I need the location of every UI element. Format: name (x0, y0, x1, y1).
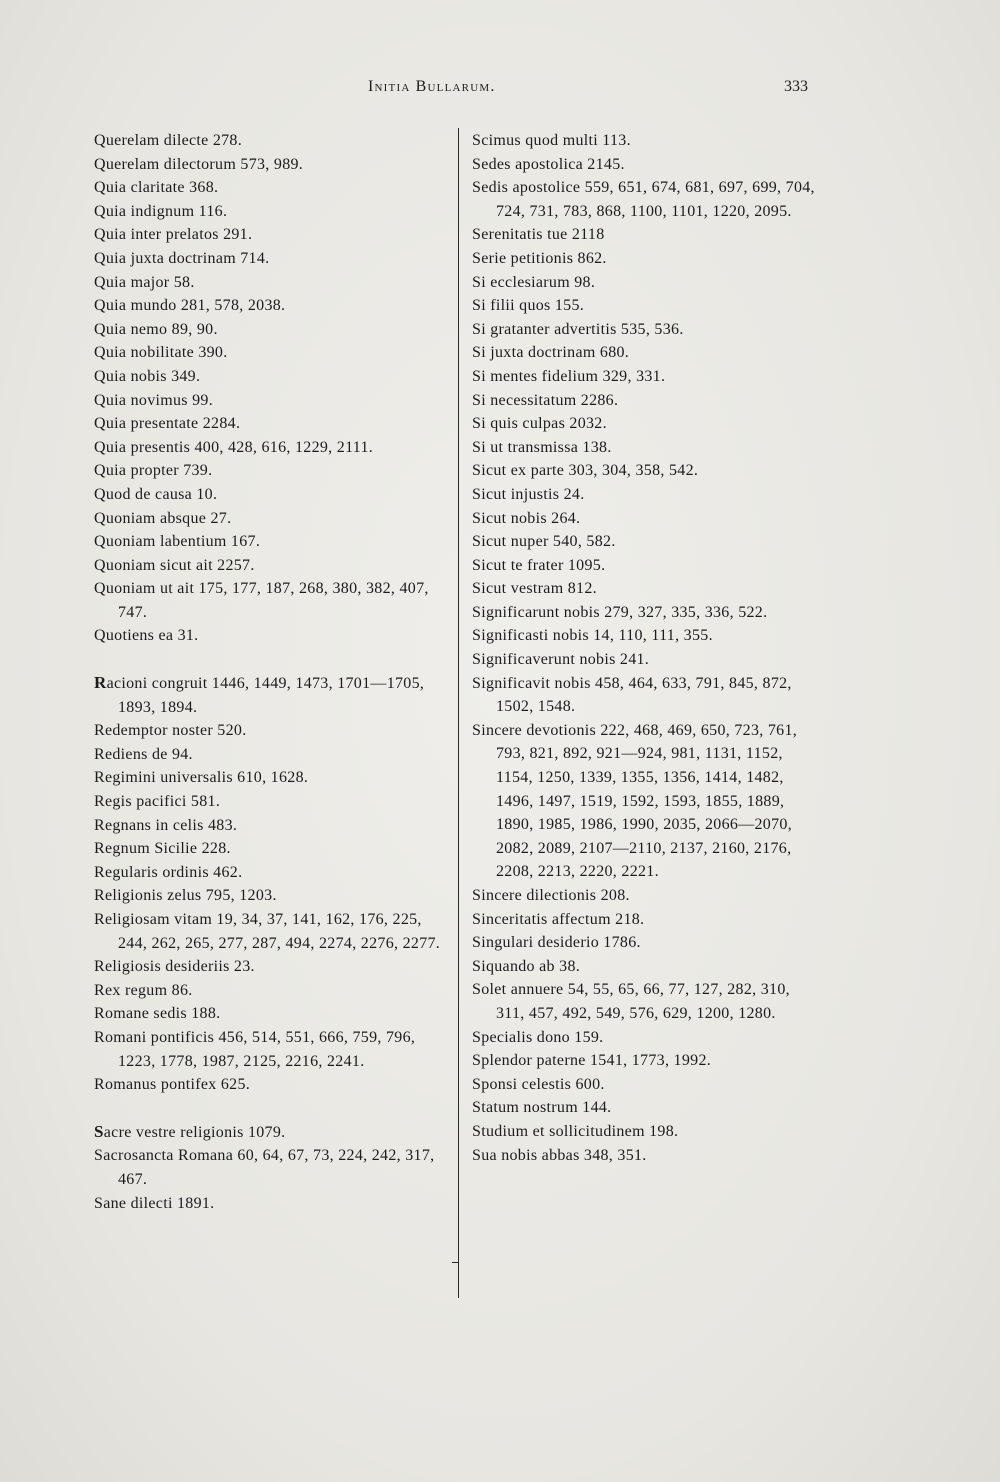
index-entry-text: Religiosis desideriis 23. (94, 958, 255, 976)
section-initial: R (94, 673, 107, 693)
index-entry (94, 200, 444, 224)
index-entry (94, 837, 444, 861)
index-entry (472, 365, 817, 389)
index-entry (94, 884, 444, 908)
index-entry-text: Solet annuere 54, 55, 65, 66, 77, 127, 282, 310, 311, 457, 492, 549, 576, 629, 1200, 1280. (472, 981, 790, 1022)
index-entry-text: Quoniam absque 27. (94, 509, 232, 527)
index-entry-text: Serenitatis tue 2118 (472, 226, 605, 244)
index-entry-text: Quia mundo 281, 578, 2038. (94, 297, 286, 315)
index-entry (94, 129, 444, 153)
index-entry-text: Sane dilecti 1891. (94, 1194, 215, 1212)
index-entry (472, 931, 817, 955)
index-entry-text: Sacrosancta Romana 60, 64, 67, 73, 224, 242, 317, 467. (94, 1147, 435, 1188)
index-entry-text: Serie petitionis 862. (472, 249, 607, 267)
index-entry-text: Significaverunt nobis 241. (472, 651, 650, 669)
index-entry (472, 129, 817, 153)
index-entry (94, 341, 444, 365)
index-entry (94, 389, 444, 413)
index-entry-text: Regnum Sicilie 228. (94, 840, 231, 858)
index-entry (94, 1073, 444, 1097)
index-entry-text: Querelam dilectorum 573, 989. (94, 155, 304, 173)
index-entry-text: Quia claritate 368. (94, 179, 219, 197)
index-entry-text: acioni congruit 1446, 1449, 1473, 1701—1705, 1893, 1894. (106, 675, 425, 716)
index-entry (472, 153, 817, 177)
index-entry-text: Quia indignum 116. (94, 202, 228, 220)
index-entry (472, 719, 817, 884)
index-entry (472, 507, 817, 531)
index-entry-text: Sincere dilectionis 208. (472, 887, 630, 904)
index-entry-text: Sedes apostolica 2145. (472, 155, 625, 173)
index-entry (94, 861, 444, 885)
index-entry (472, 412, 817, 436)
index-entry-text: Regularis ordinis 462. (94, 863, 243, 881)
index-entry-text: Quia major 58. (94, 273, 195, 291)
index-entry-text: Si ut transmissa 138. (472, 438, 612, 456)
index-entry-text: Redemptor noster 520. (94, 722, 247, 740)
index-entry (94, 743, 444, 767)
index-entry (94, 766, 444, 790)
index-entry (94, 814, 444, 838)
running-head (0, 78, 1000, 102)
index-entry (94, 507, 444, 531)
index-entry-text: Si necessitatum 2286. (472, 391, 619, 409)
index-entry (94, 459, 444, 483)
index-column-right (472, 129, 817, 1167)
index-entry (94, 1002, 444, 1026)
index-entry (472, 672, 817, 719)
index-entry-text: Rediens de 94. (94, 745, 193, 763)
index-entry-text: Sicut vestram 812. (472, 580, 597, 598)
index-entry-text: Quia nobilitate 390. (94, 344, 228, 362)
index-entry (472, 389, 817, 413)
index-entry (94, 294, 444, 318)
index-entry (94, 908, 444, 955)
index-entry (94, 1192, 444, 1216)
index-entry (472, 978, 817, 1025)
index-entry (472, 648, 817, 672)
index-entry (94, 365, 444, 389)
index-entry-text: Religionis zelus 795, 1203. (94, 887, 277, 905)
index-entry (472, 483, 817, 507)
index-entry (472, 1096, 817, 1120)
index-entry (472, 247, 817, 271)
index-entry (472, 554, 817, 578)
index-entry-text: Quoniam labentium 167. (94, 533, 261, 551)
index-entry (472, 318, 817, 342)
index-entry-text: Si gratanter advertitis 535, 536. (472, 320, 684, 338)
index-entry-text: Romane sedis 188. (94, 1005, 221, 1023)
index-entry-text: Religiosam vitam 19, 34, 37, 141, 162, 176, 225, 244, 262, 265, 277, 287, 494, 2274, 2276, 2277. (94, 911, 441, 952)
index-entry-text: Quia novimus 99. (94, 391, 214, 409)
index-column-left (94, 129, 444, 1215)
index-entry (472, 459, 817, 483)
index-entry (472, 1144, 817, 1168)
index-entry-text: Splendor paterne 1541, 1773, 1992. (472, 1052, 712, 1070)
index-entry (94, 1120, 444, 1145)
index-entry-text: Si mentes fidelium 329, 331. (472, 367, 666, 385)
index-entry (94, 955, 444, 979)
index-entry (94, 554, 444, 578)
index-entry-text: Sponsi celestis 600. (472, 1075, 605, 1093)
index-entry-text: Sedis apostolice 559, 651, 674, 681, 697, 699, 704, 724, 731, 783, 868, 1100, 1101, 1220, 2095. (472, 179, 815, 220)
index-entry (472, 601, 817, 625)
index-entry-text: Quoniam sicut ait 2257. (94, 556, 255, 574)
index-entry (94, 412, 444, 436)
index-entry (472, 1120, 817, 1144)
index-entry-text: Querelam dilecte 278. (94, 132, 243, 149)
index-entry-text: Siquando ab 38. (472, 957, 581, 975)
index-entry (94, 247, 444, 271)
index-entry-text: Quod de causa 10. (94, 485, 218, 503)
index-entry-text: Sua nobis abbas 348, 351. (472, 1146, 647, 1164)
index-entry-text: Quia presentate 2284. (94, 415, 241, 433)
index-entry (472, 1073, 817, 1097)
index-entry (472, 341, 817, 365)
index-entry-text: Significasti nobis 14, 110, 111, 355. (472, 627, 713, 645)
index-entry-text: Specialis dono 159. (472, 1028, 604, 1046)
index-entry-text: Sincere devotionis 222, 468, 469, 650, 723, 761, 793, 821, 892, 921—924, 981, 1131, 1152, 1154, 1250, 1339, 1355, 1356, 1414, 1482, 1496, 1497, 1519, 1592, 1593, 1855, 1889, 1890, 1985, 1986, 1990, 2035, 2066—2070, 2082, 2089, 2107—2110, 2137, 2160, 2176, 2208, 2213, 2220, 2221. (472, 721, 798, 881)
index-entry (472, 1049, 817, 1073)
index-entry (472, 884, 817, 908)
index-entry (94, 577, 444, 624)
index-entry (94, 530, 444, 554)
index-entry-text: Sicut nuper 540, 582. (472, 533, 616, 551)
index-entry (94, 153, 444, 177)
index-entry (472, 223, 817, 247)
index-entry-text: Quia propter 739. (94, 462, 213, 480)
index-entry (472, 176, 817, 223)
index-entry (94, 176, 444, 200)
index-entry-text: Regnans in celis 483. (94, 816, 238, 834)
index-entry-text: Significarunt nobis 279, 327, 335, 336, 522. (472, 603, 768, 621)
index-entry (472, 271, 817, 295)
index-entry-text: Sicut nobis 264. (472, 509, 581, 527)
index-entry-text: Quotiens ea 31. (94, 627, 199, 645)
column-divider (458, 128, 459, 1298)
index-entry-text: Sicut te frater 1095. (472, 556, 606, 574)
section-initial: S (94, 1121, 104, 1141)
index-entry (94, 483, 444, 507)
index-entry (94, 1144, 444, 1191)
index-entry-text: Sicut injustis 24. (472, 485, 585, 503)
index-entry (94, 979, 444, 1003)
index-entry-text: Quia juxta doctrinam 714. (94, 249, 270, 267)
index-entry-text: Quia inter prelatos 291. (94, 226, 253, 244)
index-entry-text: Quia nobis 349. (94, 367, 201, 385)
index-entry-text: Quoniam ut ait 175, 177, 187, 268, 380, 382, 407, 747. (94, 580, 429, 621)
index-entry (94, 719, 444, 743)
section-gap (94, 1097, 444, 1120)
index-entry (94, 1026, 444, 1073)
index-entry-text: Rex regum 86. (94, 981, 193, 999)
index-entry-text: Romani pontificis 456, 514, 551, 666, 759, 796, 1223, 1778, 1987, 2125, 2216, 2241. (94, 1028, 416, 1070)
index-entry-text: Sicut ex parte 303, 304, 358, 542. (472, 462, 699, 480)
index-entry-text: Scimus quod multi 113. (472, 132, 631, 149)
index-entry-text: Significavit nobis 458, 464, 633, 791, 845, 872, 1502, 1548. (472, 674, 792, 716)
index-entry (94, 671, 444, 719)
index-entry-text: Quia presentis 400, 428, 616, 1229, 2111. (94, 438, 374, 456)
index-entry (94, 271, 444, 295)
index-entry (94, 790, 444, 814)
index-entry (472, 955, 817, 979)
index-entry (94, 223, 444, 247)
index-entry (94, 318, 444, 342)
index-entry (472, 530, 817, 554)
index-entry-text: Regimini universalis 610, 1628. (94, 769, 309, 787)
index-entry-text: Sinceritatis affectum 218. (472, 910, 645, 928)
index-entry-text: Regis pacifici 581. (94, 793, 221, 811)
index-entry (472, 436, 817, 460)
index-entry-text: Si juxta doctrinam 680. (472, 344, 630, 362)
section-gap (94, 648, 444, 671)
index-entry-text: Studium et sollicitudinem 198. (472, 1122, 679, 1140)
index-entry (472, 624, 817, 648)
index-entry (94, 436, 444, 460)
running-title: Initia Bullarum. (368, 78, 496, 95)
index-entry-text: acre vestre religionis 1079. (103, 1123, 286, 1141)
index-entry-text: Si quis culpas 2032. (472, 415, 607, 433)
index-entry-text: Statum nostrum 144. (472, 1099, 612, 1117)
index-entry-text: Quia nemo 89, 90. (94, 320, 218, 338)
page-number: 333 (784, 78, 808, 95)
column-divider-tick (452, 1262, 458, 1263)
index-entry (472, 1026, 817, 1050)
index-entry (472, 908, 817, 932)
index-entry (472, 294, 817, 318)
index-entry (472, 577, 817, 601)
index-entry-text: Si filii quos 155. (472, 297, 585, 315)
index-entry-text: Romanus pontifex 625. (94, 1076, 251, 1094)
index-entry (94, 624, 444, 648)
index-entry-text: Singulari desiderio 1786. (472, 934, 641, 952)
index-entry-text: Si ecclesiarum 98. (472, 273, 596, 291)
